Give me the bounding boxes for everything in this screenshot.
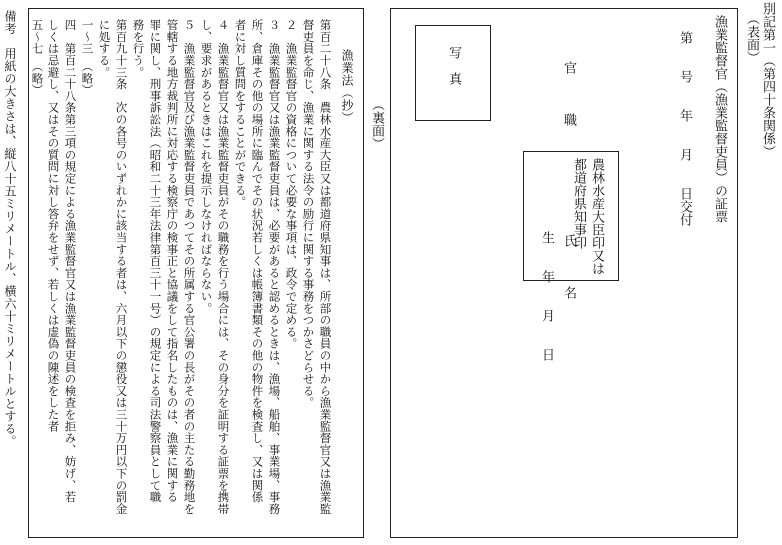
birthdate-field: 生 年 月 日 [539, 231, 554, 361]
law-line: 罪に関し、刑事訴訟法（昭和二十三年法律第百三十一号）の規定による司法警察員として職 [148, 19, 163, 503]
law-line: に処する。 [97, 19, 112, 78]
law-line: 四 第百二十八条第三項の規定による漁業監督官又は漁業監督吏員の検査を拒み、妨げ、若 [63, 19, 78, 503]
back-card [28, 8, 364, 538]
law-line: 第百二十八条 農林水産大臣又は都道府県知事は、所部の職員の中から漁業監督官又は漁業監 [318, 19, 333, 515]
form-title: 別記第一（第四十条関係） [760, 2, 775, 158]
law-line: ４ 漁業監督官又は漁業監督吏員がその職務を行う場合には、その身分を証明する証票を携帯 [216, 19, 231, 515]
law-line: 管轄する地方裁判所に対応する検察庁の検事正と協議をして指名したものは、漁業に関する [165, 19, 180, 503]
post-field: 官 職 [561, 61, 576, 126]
law-title: 漁業法（抄） [340, 49, 354, 124]
law-line: 五～七 （略） [30, 19, 45, 96]
issuer-stamp-box [523, 151, 619, 281]
law-line: しくは忌避し、又はその質問に対し答弁をせず、若しくは虚偽の陳述をした者 [46, 19, 61, 432]
photo-label: 写 真 [446, 46, 461, 85]
law-line: し、要求があるときはこれを提示しなければならない。 [199, 19, 214, 314]
back-label: （裏面） [369, 98, 384, 150]
name-field: 氏 名 [561, 234, 576, 299]
law-line: 務を行う。 [131, 19, 146, 78]
law-line: ２ 漁業監督官の資格について必要な事項は、政令で定める。 [284, 19, 299, 350]
remarks-note: 備考 用紙の大きさは、縦八十五ミリメートル、横六十ミリメートルとする。 [3, 10, 17, 448]
issuer-line-2: 都道府県知事印 [571, 158, 586, 249]
front-label: （表面） [744, 12, 759, 64]
law-line: 一～三 （略） [80, 19, 95, 96]
card-heading: 漁業監督官（漁業監督吏員）の証票 [712, 15, 727, 223]
issue-number-date: 第 号 年 月 日交付 [677, 31, 692, 226]
law-line: ３ 漁業監督官又は漁業監督吏員は、必要があると認めるときは、漁場、船舶、事業場、事務 [267, 19, 282, 515]
issuer-line-1: 農林水産大臣印又は [589, 158, 604, 275]
law-line: 第百九十三条 次の各号のいずれかに該当する者は、六月以下の懲役又は三十万円以下の罰金 [114, 19, 129, 515]
law-line: 所、倉庫その他の場所に臨んでその状況若しくは帳簿書類その他の物件を検査し、又は関係 [250, 19, 265, 503]
law-line: ５ 漁業監督官及び漁業監督吏員であつてその所属する官公署の長がその者の主たる勤務地を [182, 19, 197, 515]
front-card [390, 8, 738, 538]
law-line: 督吏員を命じ、漁業に関する法令の励行に関する事務をつかさどらせる。 [301, 19, 316, 409]
law-line: 者に対し質問をすることができる。 [233, 19, 248, 208]
photo-box [415, 25, 491, 121]
